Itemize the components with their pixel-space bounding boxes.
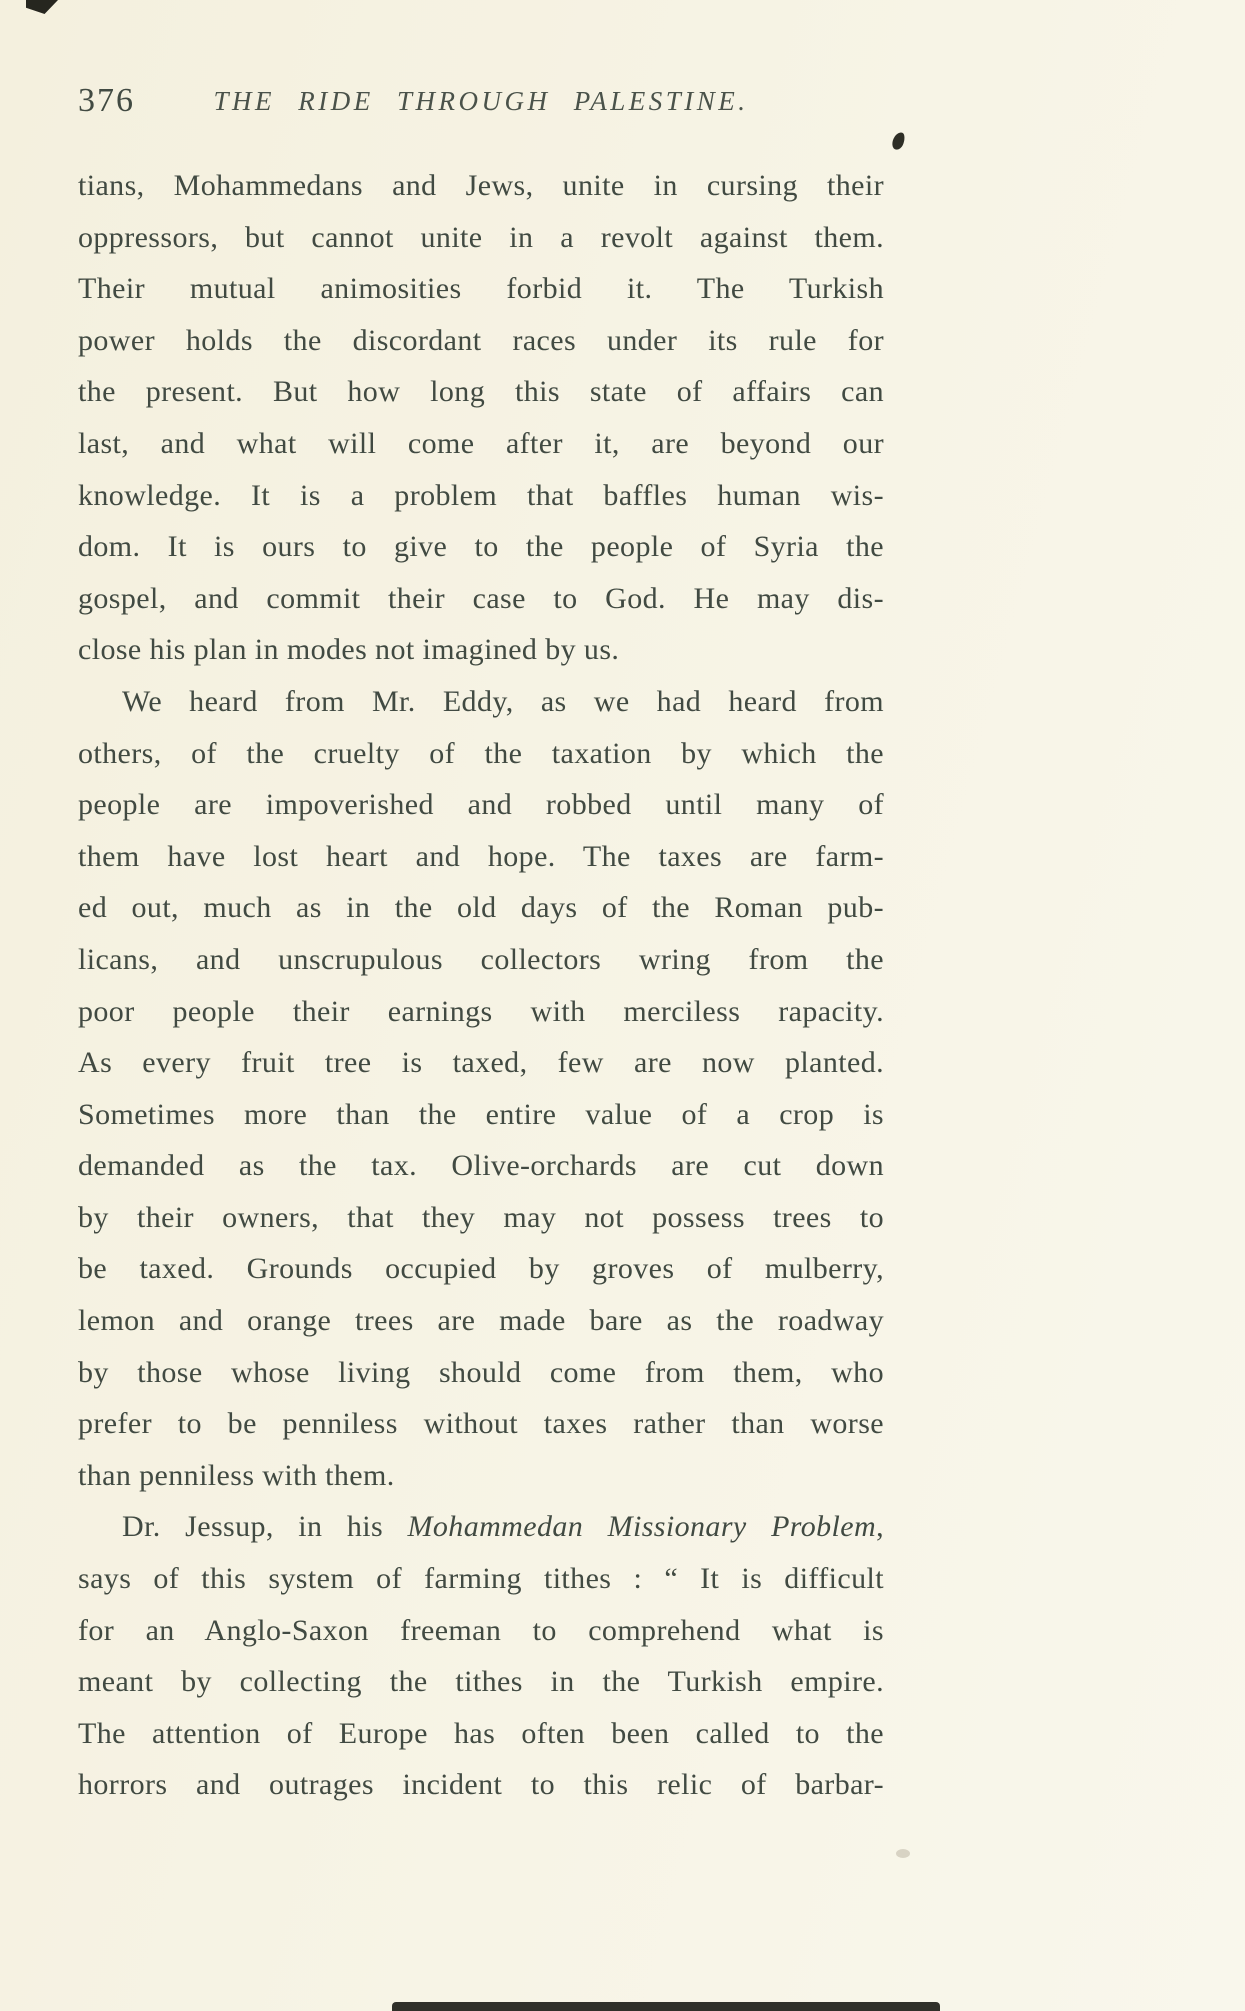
running-head: [78, 80, 884, 126]
text-line: dom. It is ours to give to the people of Syria the: [78, 530, 884, 564]
text-line: We heard from Mr. Eddy, as we had heard from: [122, 684, 884, 718]
text-line: than penniless with them.: [78, 1458, 395, 1492]
text-line: them have lost heart and hope. The taxes are farm-: [78, 839, 884, 873]
text-line: ed out, much as in the old days of the Roman pub-: [78, 891, 884, 925]
text-line: the present. But how long this state of affairs can: [78, 375, 884, 409]
text-line: meant by collecting the tithes in the Turkish empire.: [78, 1665, 884, 1699]
text-line: tians, Mohammedans and Jews, unite in cursing their: [78, 169, 884, 202]
text-line: Dr. Jessup, in his Mohammedan Missionary Problem,: [122, 1510, 884, 1544]
text-line: The attention of Europe has often been called to the: [78, 1716, 884, 1750]
scan-artifact-top-left: [26, 0, 58, 14]
page-number: 376: [78, 82, 135, 119]
scan-smudge: [896, 1849, 910, 1858]
text-line: poor people their earnings with merciless rapacity.: [78, 994, 884, 1028]
text-line: for an Anglo-Saxon freeman to comprehend what is: [78, 1613, 884, 1647]
text-line: Their mutual animosities forbid it. The Turkish: [78, 272, 884, 306]
text-line: power holds the discordant races under its rule for: [78, 323, 884, 357]
text-line: demanded as the tax. Olive-orchards are cut down: [78, 1149, 884, 1183]
ink-mark: [890, 131, 906, 152]
scan-artifact-bottom-edge: [392, 2002, 940, 2011]
text-line: close his plan in modes not imagined by us.: [78, 633, 620, 667]
text-line: oppressors, but cannot unite in a revolt against them.: [78, 220, 884, 254]
text-line: Sometimes more than the entire value of a crop is: [78, 1097, 884, 1131]
text-line: others, of the cruelty of the taxation by which the: [78, 736, 884, 770]
text-line: by their owners, that they may not possess trees to: [78, 1200, 884, 1234]
text-line: As every fruit tree is taxed, few are now planted.: [78, 1046, 884, 1080]
text-line: prefer to be penniless without taxes rather than worse: [78, 1407, 884, 1441]
text-line: gospel, and commit their case to God. He may dis-: [78, 581, 884, 615]
text-line: licans, and unscrupulous collectors wring from the: [78, 942, 884, 976]
text-line: lemon and orange trees are made bare as the roadway: [78, 1304, 884, 1338]
text-line: by those whose living should come from them, who: [78, 1355, 884, 1389]
text-line: says of this system of farming tithes : “ It is difficult: [78, 1562, 884, 1596]
page-text: [78, 160, 884, 1811]
text-line: knowledge. It is a problem that baffles human wis-: [78, 478, 884, 512]
text-line: be taxed. Grounds occupied by groves of mulberry,: [78, 1252, 884, 1286]
text-line: horrors and outrages incident to this relic of barbar-: [78, 1768, 884, 1802]
page-header-title: THE RIDE THROUGH PALESTINE.: [213, 86, 749, 116]
text-line: last, and what will come after it, are beyond our: [78, 426, 884, 460]
text-line: people are impoverished and robbed until many of: [78, 788, 884, 822]
